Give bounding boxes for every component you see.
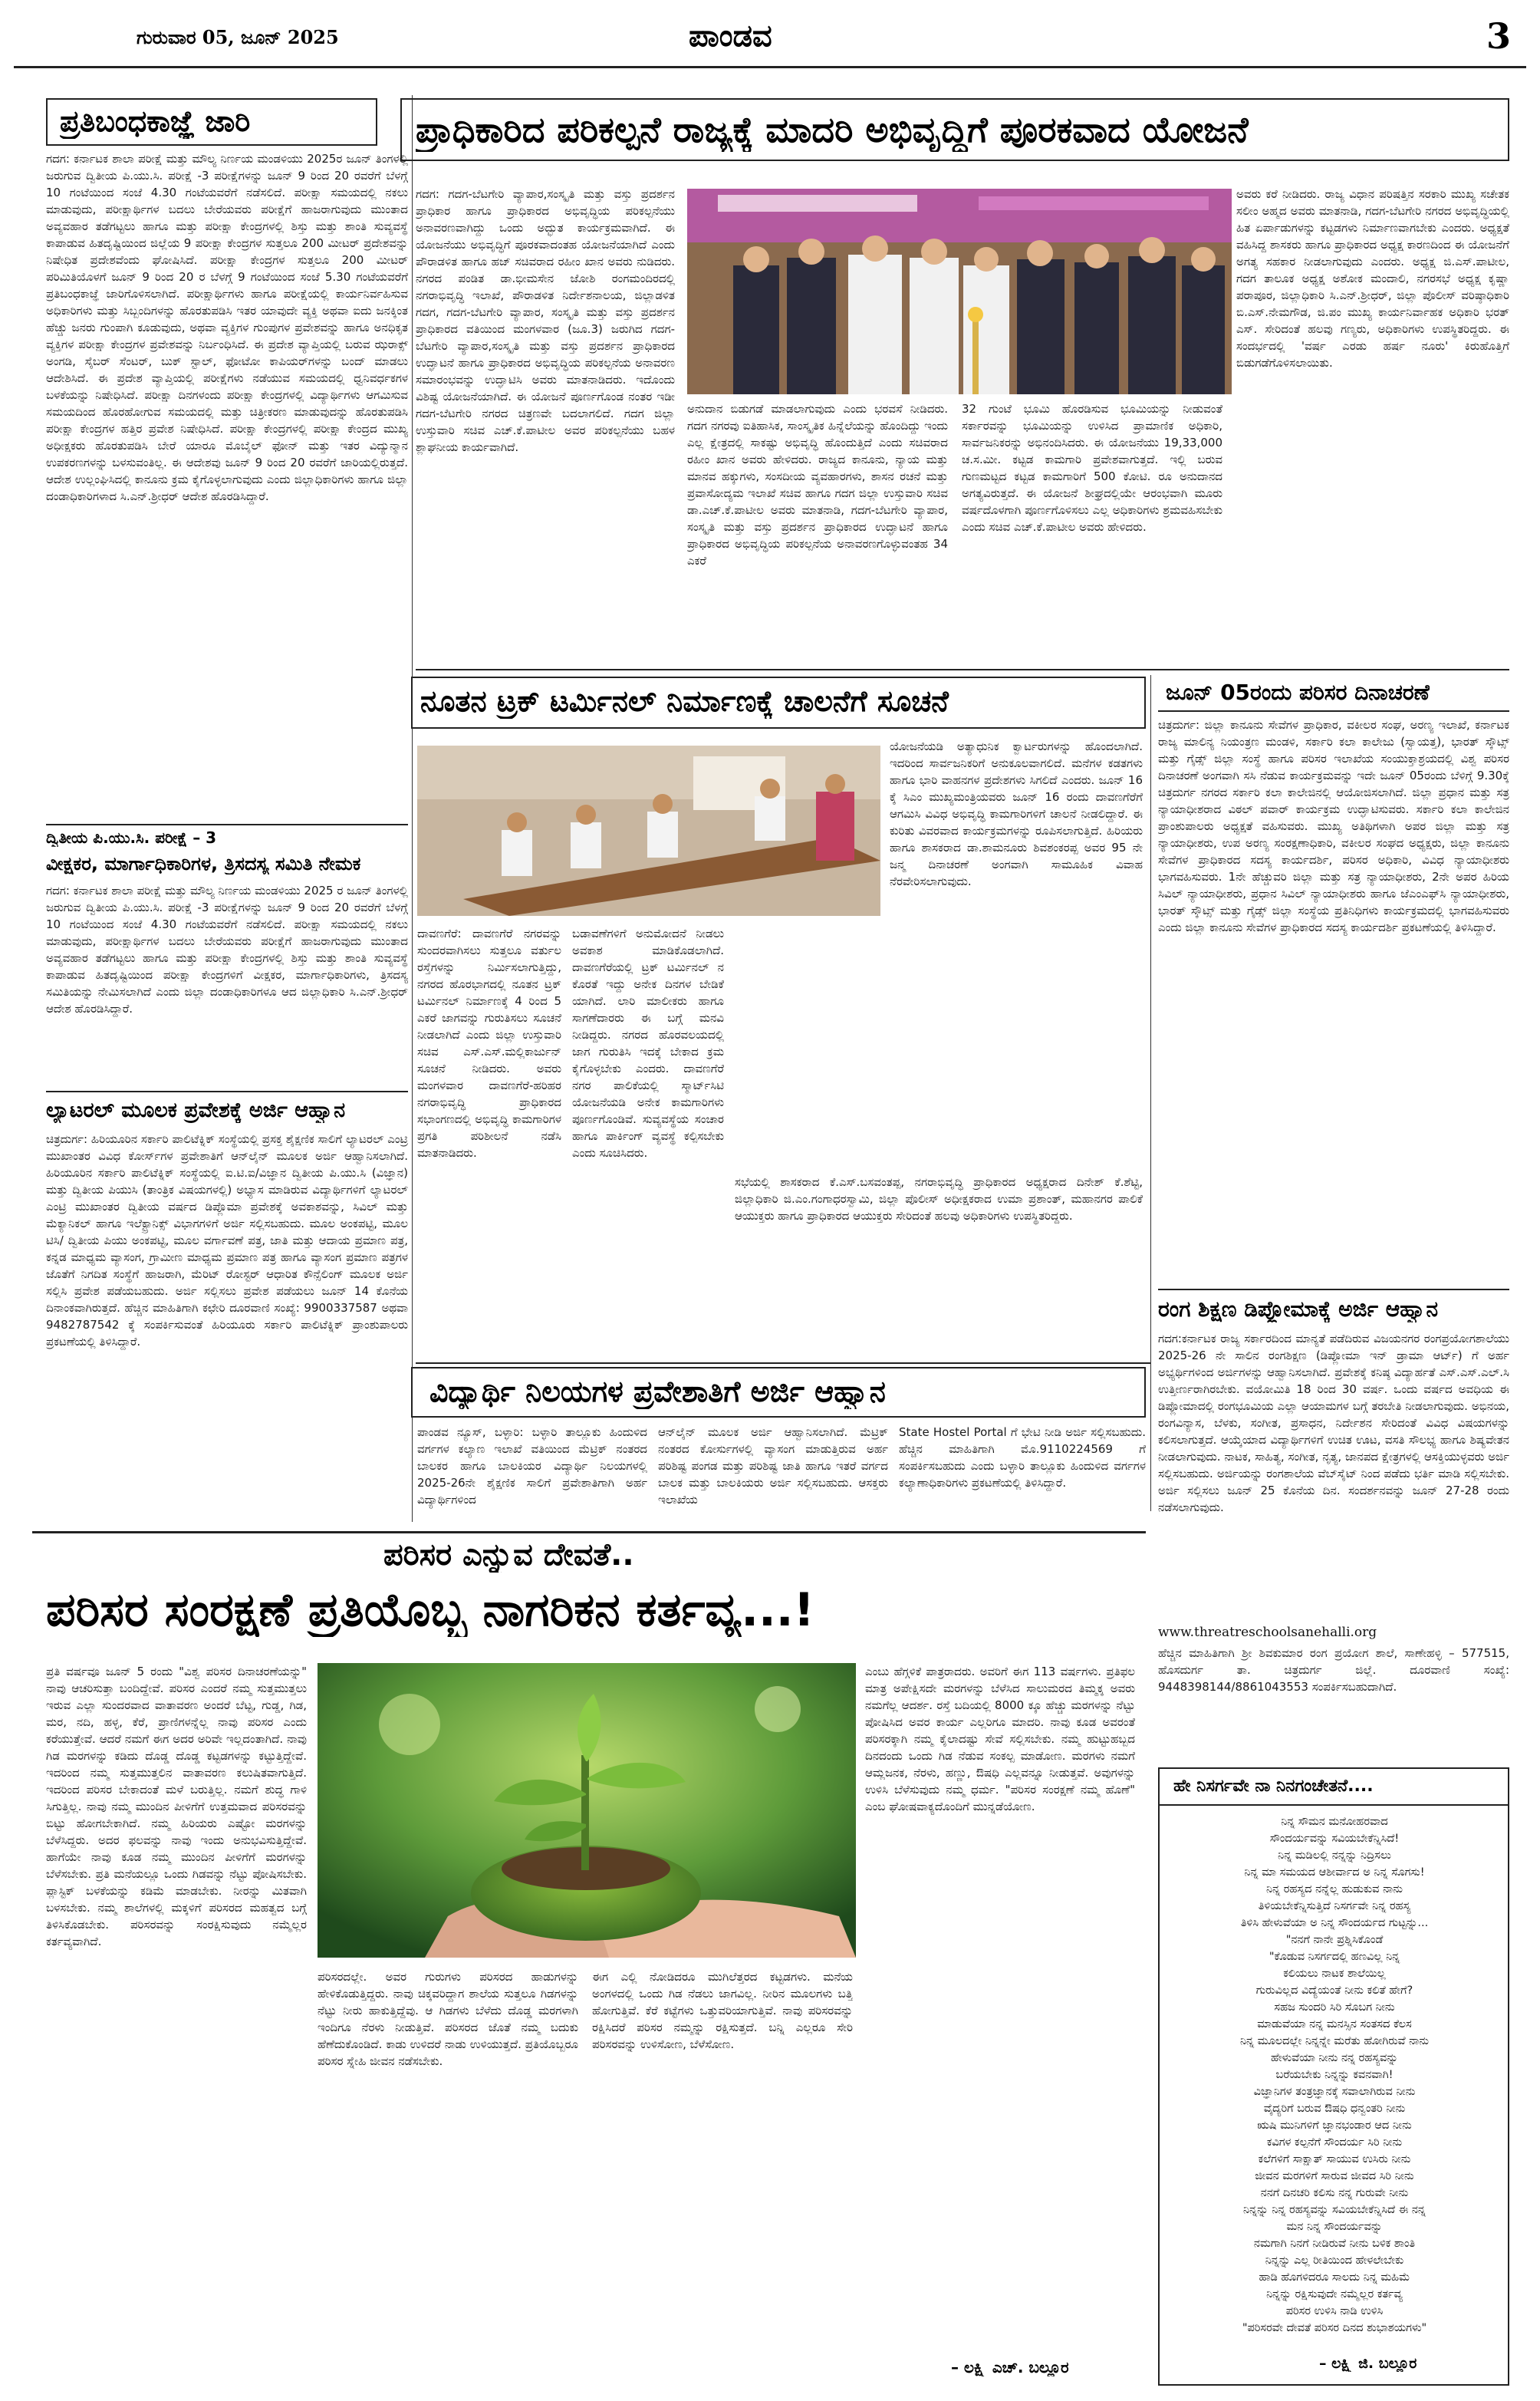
poem-line: ಕಲಿಯಲು ನಾಟಕ ಶಾಲೆಯಿಲ್ಲ: [1283, 1968, 1386, 1980]
poem-line: "ಪರಿಸರವೇ ದೇವತೆ ಪರಿಸರ ದಿನದ ಶುಭಾಶಯಗಳು": [1242, 2322, 1427, 2334]
story-hostel-col2: ಆನ್‌ಲೈನ್ ಮೂಲಕ ಅರ್ಜಿ ಆಹ್ವಾನಿಸಲಾಗಿದೆ. ಮೆಟ್ರಿಕ್ ನಂತರದ ಕೋರ್ಸುಗಳಲ್ಲಿ ವ್ಯಾಸಂಗ ಮಾಡುತ್ತಿರುವ ಅರ್ಹ ಪರಿಶಿಷ್ಟ ಪಂಗಡ ಮತ್ತು ಪರಿಶಿಷ್ಟ ಜಾತಿ ಹಾಗೂ ಇತರೆ ವರ್ಗದ ಬಾಲಕ ಮತ್ತು ಬಾಲಕಿಯರು ಅರ್ಜಿ ಸಲ್ಲಿಸಬಹುದು. ಆಸಕ್ತರು ಇಲಾಖೆಯ: [658, 1425, 888, 1507]
page-number: 3: [1486, 15, 1512, 57]
story-truck-title: ನೂತನ ಟ್ರಕ್ ಟರ್ಮಿನಲ್ ನಿರ್ಮಾಣಕ್ಕೆ ಚಾಲನೆಗೆ ಸೂಚನೆ: [420, 684, 949, 718]
poem-line: ಬರೆಯಬೇಕು ನಿನ್ನನ್ನು ಕವನವಾಗಿ!: [1275, 2069, 1394, 2081]
story-theatre-body2: ಹೆಚ್ಚಿನ ಮಾಹಿತಿಗಾಗಿ ಶ್ರೀ ಶಿವಕುಮಾರ ರಂಗ ಪ್ರಯೋಗ ಶಾಲೆ, ಸಾಣೇಹಳ್ಳಿ – 577515, ಹೊಸದುರ್ಗ ತಾ. ಚಿತ್ರದುರ್ಗ ಜಿಲ್ಲೆ. ದೂರವಾಣಿ ಸಂಖ್ಯೆ: 9448398144/8861043553 ಸಂಪರ್ಕಿಸಬಹುದಾಗಿದೆ.: [1158, 1646, 1509, 1694]
poem-line: ನಿನ್ನ ಮೂಲದಲ್ಲೇ ನಿನ್ನನ್ನೇ ಮರೆತು ಹೋಗಿರುವೆ ನಾನು: [1239, 2035, 1429, 2047]
story-authority-col2: ಅನುದಾನ ಬಿಡುಗಡೆ ಮಾಡಲಾಗುವುದು ಎಂದು ಭರವಸೆ ನೀಡಿದರು. ಗದಗ ನಗರವು ಐತಿಹಾಸಿಕ, ಸಾಂಸ್ಕೃತಿಕ ಹಿನ್ನೆಲೆಯನ್ನು ಹೊಂದಿದ್ದು ಇಂದು ಎಲ್ಲ ಕ್ಷೇತ್ರದಲ್ಲಿ ಸಾಕಷ್ಟು ಅಭಿವೃದ್ಧಿ ಹೊಂದುತ್ತಿದೆ ಎಂದು ಸಚಿವರಾದ ರಹೀಂ ಖಾನ ಅವರು ಹೇಳಿದರು. ರಾಜ್ಯದ ಕಾನೂನು, ನ್ಯಾಯ ಮತ್ತು ಮಾನವ ಹಕ್ಕುಗಳು, ಸಂಸದೀಯ ವ್ಯವಹಾರಗಳು, ಶಾಸನ ರಚನೆ ಮತ್ತು ಪ್ರವಾಸೋದ್ಯಮ ಇಲಾಖೆ ಸಚಿವ ಹಾಗೂ ಗದಗ ಜಿಲ್ಲಾ ಉಸ್ತುವಾರಿ ಸಚಿವ ಡಾ.ಎಚ್.ಕೆ.ಪಾಟೀಲ ಅವರು ಮಾತನಾಡಿ, ಗದಗ-ಬೆಟಗೇರಿ ವ್ಯಾಪಾರ, ಸಂಸ್ಕೃತಿ ಮತ್ತು ವಸ್ತು ಪ್ರದರ್ಶನ ಪ್ರಾಧಿಕಾರದ ಉದ್ಘಾಟನೆ ಹಾಗೂ ಪ್ರಾಧಿಕಾರದ ಅಭಿವೃದ್ಧಿಯ ಪರಿಕಲ್ಪನೆಯ ಅನಾವರಣಗೊಳ್ಳುವಂತಹ 34 ಎಕರೆ: [687, 402, 948, 568]
story-hostel-title: ವಿದ್ಯಾರ್ಥಿ ನಿಲಯಗಳ ಪ್ರವೇಶಾತಿಗೆ ಅರ್ಜಿ ಆಹ್ವಾನ: [429, 1375, 886, 1408]
poem-title: ಹೇ ನಿಸರ್ಗವೇ ನಾ ನಿನಗಂಚೇತನೆ....: [1173, 1777, 1374, 1796]
poem-line: ಸೌಂದರ್ಯವನ್ನು ಸವಿಯಬೇಕೆನ್ನಿಸಿದೆ!: [1269, 1833, 1400, 1845]
meeting-photo: [417, 746, 880, 916]
story-hostel-col3: State Hostel Portal ಗೆ ಭೇಟಿ ನೀಡಿ ಅರ್ಜಿ ಸಲ್ಲಿಸಬಹುದು. ಹೆಚ್ಚಿನ ಮಾಹಿತಿಗಾಗಿ ಮೊ.9110224569 ಗೆ ಸಂಪರ್ಕಿಸಬಹುದು ಎಂದು ಬಳ್ಳಾರಿ ತಾಲ್ಲೂಕು ಹಿಂದುಳಿದ ವರ್ಗಗಳ ಕಲ್ಯಾಣಾಧಿಕಾರಿಗಳು ಪ್ರಕಟಣೆಯಲ್ಲಿ ತಿಳಿಸಿದ್ದಾರೆ.: [899, 1425, 1146, 1490]
issue-date: ಗುರುವಾರ 05, ಜೂನ್ 2025: [137, 26, 339, 48]
poem-body: [1169, 1813, 1500, 2343]
seedling-photo: [318, 1663, 856, 1958]
story-env-title: ಪರಿಸರ ಸಂರಕ್ಷಣೆ ಪ್ರತಿಯೊಬ್ಬ ನಾಗರಿಕನ ಕರ್ತವ್ಯ...!: [46, 1583, 814, 1637]
story-env-mid1: ಪರಿಸರದಲ್ಲೇ. ಅವರ ಗುರುಗಳು ಪರಿಸರದ ಹಾಡುಗಳನ್ನು ಹೇಳಿಕೊಡುತ್ತಿದ್ದರು. ನಾವು ಚಿಕ್ಕವರಿದ್ದಾಗ ಶಾಲೆಯ ಸುತ್ತಲೂ ಗಿಡಗಳನ್ನು ನೆಟ್ಟು ನೀರು ಹಾಕುತ್ತಿದ್ದೆವು. ಆ ಗಿಡಗಳು ಬೆಳೆದು ದೊಡ್ಡ ಮರಗಳಾಗಿ ಇಂದಿಗೂ ನೆರಳು ನೀಡುತ್ತಿವೆ. ಪರಿಸರದ ಜೊತೆ ನಮ್ಮ ಬದುಕು ಹೆಣೆದುಕೊಂಡಿದೆ. ಕಾಡು ಉಳಿದರೆ ನಾಡು ಉಳಿಯುತ್ತದೆ. ಪ್ರತಿಯೊಬ್ಬರೂ ಪರಿಸರ ಸ್ನೇಹಿ ಜೀವನ ನಡೆಸಬೇಕು.: [318, 1970, 578, 2068]
story-observers-title: ವೀಕ್ಷಕರ, ಮಾರ್ಗಾಧಿಕಾರಿಗಳ, ತ್ರಿಸದಸ್ಯ ಸಮಿತಿ ನೇಮಕ: [46, 853, 361, 874]
rule-6: [416, 1362, 1150, 1364]
poem-line: ಗುರುವಿಲ್ಲದ ವಿದ್ಯೆಯಂತೆ ನೀನು ಕಲಿತೆ ಹೇಗೆ?: [1255, 1984, 1413, 1997]
story-lateral-body: ಚಿತ್ರದುರ್ಗ: ಹಿರಿಯೂರಿನ ಸರ್ಕಾರಿ ಪಾಲಿಟೆಕ್ನಿಕ್ ಸಂಸ್ಥೆಯಲ್ಲಿ ಪ್ರಸಕ್ತ ಶೈಕ್ಷಣಿಕ ಸಾಲಿಗೆ ಲ್ಯಾಟರಲ್ ಎಂಟ್ರಿ ಮುಖಾಂತರ ವಿವಿಧ ಕೋರ್ಸ್‌ಗಳ ಪ್ರವೇಶಾತಿಗೆ ಆನ್‌ಲೈನ್ ಮೂಲಕ ಅರ್ಜಿ ಆಹ್ವಾನಿಸಲಾಗಿದೆ. ಹಿರಿಯೂರಿನ ಸರ್ಕಾರಿ ಪಾಲಿಟೆಕ್ನಿಕ್ ಸಂಸ್ಥೆಯಲ್ಲಿ ಐ.ಟಿ.ಐ/ವಿಜ್ಞಾನ ದ್ವಿತೀಯ ಪಿ.ಯು.ಸಿ (ವಿಜ್ಞಾನ) ಮತ್ತು ದ್ವಿತೀಯ ಪಿಯುಸಿ (ತಾಂತ್ರಿಕ ವಿಷಯಗಳಲ್ಲಿ) ಅಭ್ಯಾಸ ಮಾಡಿರುವ ವಿದ್ಯಾರ್ಥಿಗಳಿಗೆ ಲ್ಯಾಟರಲ್ ಎಂಟ್ರಿ ಮುಖಾಂತರ ದ್ವಿತೀಯ ವರ್ಷದ ಡಿಪ್ಲೊಮಾ ಪ್ರವೇಶಕ್ಕೆ ಅವಕಾಶವನ್ನು, ಸಿವಿಲ್ ಮತ್ತು ಮೆಕ್ಯಾನಿಕಲ್ ಹಾಗೂ ಇಲೆಕ್ಟ್ರಾನಿಕ್ಸ್ ವಿಭಾಗಗಳಿಗೆ ಅರ್ಜಿ ಸಲ್ಲಿಸಬಹುದು. ಮೂಲ ಅಂಕಪಟ್ಟಿ, ಮೂಲ ಟಿಸಿ/ ದ್ವಿತೀಯ ಪಿಯು ಅಂಕಪಟ್ಟಿ, ಮೂಲ ವರ್ಗಾವಣೆ ಪತ್ರ, ಜಾತಿ ಮತ್ತು ಆದಾಯ ಪ್ರಮಾಣ ಪತ್ರ, ಕನ್ನಡ ಮಾಧ್ಯಮ ವ್ಯಾಸಂಗ, ಗ್ರಾಮೀಣ ಮಾಧ್ಯಮ ಪ್ರಮಾಣ ಪತ್ರ ಹಾಗೂ ವ್ಯಾಸಂಗ ಪ್ರಮಾಣ ಪತ್ರಗಳ ಜೊತೆಗೆ ನಿಗದಿತ ಸಂಸ್ಥೆಗೆ ಹಾಜರಾಗಿ, ಮೆರಿಟ್ ರೋಸ್ಟರ್ ಆಧಾರಿತ ಕೌನ್ಸೆಲಿಂಗ್ ಮೂಲಕ ಅರ್ಜಿ ಸಲ್ಲಿಸಿ ಪ್ರವೇಶ ಪಡೆಯಬಹುದು. ಅರ್ಜಿ ಸಲ್ಲಿಸಲು ಪ್ರವೇಶ ಪಡೆಯಲು ಜೂನ್ 14 ಕೊನೆಯ ದಿನಾಂಕವಾಗಿರುತ್ತದೆ. ಹೆಚ್ಚಿನ ಮಾಹಿತಿಗಾಗಿ ಕಛೇರಿ ದೂರವಾಣಿ ಸಂಖ್ಯೆ: 9900337587 ಅಥವಾ 9482787542 ಕ್ಕೆ ಸಂಪರ್ಕಿಸುವಂತೆ ಹಿರಿಯೂರು ಸರ್ಕಾರಿ ಪಾಲಿಟೆಕ್ನಿಕ್ ಪ್ರಾಂಶುಪಾಲರು ಪ್ರಕಟಣೆಯಲ್ಲಿ ತಿಳಿಸಿದ್ದಾರೆ.: [46, 1132, 408, 1349]
poem-line: ನಿನ್ನನ್ನು ರಕ್ಷಿಸುವುದೇ ನಮ್ಮೆಲ್ಲರ ಕರ್ತವ್ಯ: [1266, 2288, 1403, 2301]
story-truck-col1: ದಾವಣಗೆರೆ: ದಾವಣಗೆರೆ ನಗರವನ್ನು ಸುಂದರವಾಗಿಸಲು ಸುತ್ತಲೂ ವರ್ತುಲ ರಸ್ತೆಗಳನ್ನು ನಿರ್ಮಿಸಲಾಗುತ್ತಿದ್ದು, ನಗರದ ಹೊರಭಾಗದಲ್ಲಿ ನೂತನ ಟ್ರಕ್ ಟರ್ಮಿನಲ್ ನಿರ್ಮಾಣಕ್ಕೆ 4 ರಿಂದ 5 ಎಕರೆ ಜಾಗವನ್ನು ಗುರುತಿಸಲು ಸೂಚನೆ ನೀಡಲಾಗಿದೆ ಎಂದು ಜಿಲ್ಲಾ ಉಸ್ತುವಾರಿ ಸಚಿವ ಎಸ್.ಎಸ್.ಮಲ್ಲಿಕಾರ್ಜುನ್ ಸೂಚನೆ ನೀಡಿದರು. ಅವರು ಮಂಗಳವಾರ ದಾವಣಗೆರೆ-ಹರಿಹರ ನಗರಾಭಿವೃದ್ಧಿ ಪ್ರಾಧಿಕಾರದ ಸಭಾಂಗಣದಲ್ಲಿ ಅಭಿವೃದ್ಧಿ ಕಾಮಗಾರಿಗಳ ಪ್ರಗತಿ ಪರಿಶೀಲನೆ ನಡೆಸಿ ಮಾತನಾಡಿದರು.: [417, 927, 561, 1160]
story-env-byline: – ಲಕ್ಷ್ಮಿ ಎಚ್. ಬಲ್ಲೂರ: [951, 2358, 1069, 2376]
poem-rule: [1158, 1804, 1509, 1806]
story-env-mid2: ಈಗ ಎಲ್ಲಿ ನೋಡಿದರೂ ಮುಗಿಲೆತ್ತರದ ಕಟ್ಟಡಗಳು. ಮನೆಯ ಅಂಗಳದಲ್ಲಿ ಒಂದು ಗಿಡ ನೆಡಲು ಜಾಗವಿಲ್ಲ. ನೀರಿನ ಮೂಲಗಳು ಬತ್ತಿ ಹೋಗುತ್ತಿವೆ. ಕೆರೆ ಕಟ್ಟೆಗಳು ಒತ್ತುವರಿಯಾಗುತ್ತಿವೆ. ನಾವು ಪರಿಸರವನ್ನು ರಕ್ಷಿಸಿದರೆ ಪರಿಸರ ನಮ್ಮನ್ನು ರಕ್ಷಿಸುತ್ತದೆ. ಬನ್ನಿ ಎಲ್ಲರೂ ಸೇರಿ ಪರಿಸರವನ್ನು ಉಳಿಸೋಣ, ಬೆಳೆಸೋಣ.: [592, 1970, 853, 2051]
poem-line: ತಿಳಿಸಿ ಹೇಳುವೆಯಾ ಅ ನಿನ್ನ ಸೌಂದರ್ಯದ ಗುಟ್ಟನ್ನು...: [1240, 1917, 1429, 1929]
story-observers-body: ಗದಗ: ಕರ್ನಾಟಕ ಶಾಲಾ ಪರೀಕ್ಷೆ ಮತ್ತು ಮೌಲ್ಯ ನಿರ್ಣಯ ಮಂಡಳಿಯು 2025 ರ ಜೂನ್ ತಿಂಗಳಲ್ಲಿ ಜರುಗುವ ದ್ವಿತೀಯ ಪಿ.ಯು.ಸಿ. ಪರೀಕ್ಷೆ -3 ಪರೀಕ್ಷೆಗಳನ್ನು ಜೂನ್ 9 ರಿಂದ 20 ರವರೆಗೆ ಬೆಳಗ್ಗೆ 10 ಗಂಟೆಯಿಂದ ಸಂಜೆ 4.30 ಗಂಟೆಯವರೆಗೆ ನಡೆಸಲಿದೆ. ಪರೀಕ್ಷಾ ಸಮಯದಲ್ಲಿ ನಕಲು ಮಾಡುವುದು, ಪರೀಕ್ಷಾರ್ಥಿಗಳ ಬದಲು ಬೇರೆಯವರು ಪರೀಕ್ಷೆಗೆ ಹಾಜರಾಗುವುದು ಮುಂತಾದ ಅವ್ಯವಹಾರ ತಡೆಗಟ್ಟಲು ಹಾಗೂ ಮತ್ತು ಪರೀಕ್ಷಾ ಕೇಂದ್ರಗಳಲ್ಲಿ ಶಿಸ್ತು ಮತ್ತು ಶಾಂತಿ ಸುವ್ಯವಸ್ಥೆ ಕಾಪಾಡುವ ಹಿತದೃಷ್ಟಿಯಿಂದ ಪರೀಕ್ಷಾ ಕೇಂದ್ರಗಳಿಗೆ ವೀಕ್ಷಕರ, ಮಾರ್ಗಾಧಿಕಾರಿಗಳು, ತ್ರಿಸದಸ್ಯ ಸಮಿತಿಯನ್ನು ನೇಮಿಸಲಾಗಿದೆ ಎಂದು ಜಿಲ್ಲಾ ದಂಡಾಧಿಕಾರಿಗಳೂ ಆದ ಜಿಲ್ಲಾಧಿಕಾರಿ ಸಿ.ಎನ್.ಶ್ರೀಧರ್ ಆದೇಶ ಹೊರಡಿಸಿದ್ದಾರೆ.: [46, 884, 408, 1016]
story-truck-col2: ಬಡಾವಣೆಗಳಿಗೆ ಅನುಮೋದನೆ ನೀಡಲು ಅವಕಾಶ ಮಾಡಿಕೊಡಲಾಗಿದೆ. ದಾವಣಗೆರೆಯಲ್ಲಿ ಟ್ರಕ್ ಟರ್ಮಿನಲ್ ನ ಕೊರತೆ ಇದ್ದು ಅನೇಕ ದಿನಗಳ ಬೇಡಿಕೆ ಯಾಗಿದೆ. ಲಾರಿ ಮಾಲೀಕರು ಹಾಗೂ ಸಾಗಣೆದಾರರು ಈ ಬಗ್ಗೆ ಮನವಿ ನೀಡಿದ್ದರು. ನಗರದ ಹೊರವಲಯದಲ್ಲಿ ಜಾಗ ಗುರುತಿಸಿ ಇದಕ್ಕೆ ಬೇಕಾದ ಕ್ರಮ ಕೈಗೊಳ್ಳಬೇಕು ಎಂದರು. ದಾವಣಗೆರೆ ನಗರ ಪಾಲಿಕೆಯಲ್ಲಿ ಸ್ಮಾರ್ಟ್‌ಸಿಟಿ ಯೋಜನೆಯಡಿ ಅನೇಕ ಕಾಮಗಾರಿಗಳು ಪೂರ್ಣಗೊಂಡಿವೆ. ಸುವ್ಯವಸ್ಥೆಯ ಸಂಚಾರ ಹಾಗೂ ಪಾರ್ಕಿಂಗ್ ವ್ಯವಸ್ಥೆ ಕಲ್ಪಿಸಬೇಕು ಎಂದು ಸೂಚಿಸಿದರು.: [572, 927, 724, 1160]
story-theatre-title: ರಂಗ ಶಿಕ್ಷಣ ಡಿಪ್ಲೋಮಾಕ್ಕೆ ಅರ್ಜಿ ಆಹ್ವಾನ: [1158, 1296, 1439, 1322]
poem-line: ನನಗೆ ದಿನಚರಿ ಕಲಿಸು ನನ್ನ ಗುರುವೇ ನೀನು: [1260, 2187, 1409, 2199]
poem-line: ಜೀವನ ಮರಗಳಿಗೆ ಸಾರುವ ಜೀವದ ಸಿರಿ ನೀನು: [1255, 2170, 1414, 2182]
inauguration-photo: [687, 189, 1232, 394]
rule-3: [416, 669, 1509, 670]
story-theatre-body: ಗದಗ:ಕರ್ನಾಟಕ ರಾಜ್ಯ ಸರ್ಕಾರದಿಂದ ಮಾನ್ಯತೆ ಪಡೆದಿರುವ ವಿಜಯನಗರ ರಂಗಪ್ರಯೋಗಶಾಲೆಯು 2025-26 ನೇ ಸಾಲಿನ ರಂಗಶಿಕ್ಷಣ (ಡಿಪ್ಲೋಮಾ ಇನ್ ಡ್ರಾಮಾ ಆರ್ಟ್) ಗೆ ಅರ್ಹ ಅಭ್ಯರ್ಥಿಗಳಿಂದ ಅರ್ಜಿಗಳನ್ನು ಆಹ್ವಾನಿಸಲಾಗಿದೆ. ಪ್ರವೇಶಕ್ಕೆ ಕನಿಷ್ಠ ವಿದ್ಯಾರ್ಹತೆ ಎಸ್.ಎಸ್.ಎಲ್.ಸಿ ಉತ್ತೀರ್ಣರಾಗಿರಬೇಕು. ವಯೋಮಿತಿ 18 ರಿಂದ 30 ವರ್ಷ. ಒಂದು ವರ್ಷದ ಅವಧಿಯ ಈ ಡಿಪ್ಲೋಮಾದಲ್ಲಿ ರಂಗಭೂಮಿಯ ಎಲ್ಲಾ ಆಯಾಮಗಳ ಬಗ್ಗೆ ತರಬೇತಿ ನೀಡಲಾಗುವುದು. ಅಭಿನಯ, ರಂಗವಿನ್ಯಾಸ, ಬೆಳಕು, ಸಂಗೀತ, ಪ್ರಸಾಧನ, ನಿರ್ದೇಶನ ಸೇರಿದಂತೆ ವಿವಿಧ ವಿಷಯಗಳನ್ನು ಕಲಿಸಲಾಗುತ್ತದೆ. ಆಯ್ಕೆಯಾದ ವಿದ್ಯಾರ್ಥಿಗಳಿಗೆ ಉಚಿತ ಊಟ, ವಸತಿ ಸೌಲಭ್ಯ ಹಾಗೂ ಶಿಷ್ಯವೇತನ ನೀಡಲಾಗುವುದು. ನಾಟಕ, ಸಾಹಿತ್ಯ, ಸಂಗೀತ, ನೃತ್ಯ, ಜಾನಪದ ಕ್ಷೇತ್ರಗಳಲ್ಲಿ ಆಸಕ್ತಿಯುಳ್ಳವರು ಅರ್ಜಿ ಸಲ್ಲಿಸಬಹುದು. ಅರ್ಜಿಯನ್ನು ರಂಗಶಾಲೆಯ ವೆಬ್‌ಸೈಟ್ ನಿಂದ ಪಡೆದು ಭರ್ತಿ ಮಾಡಿ ಸಲ್ಲಿಸಬೇಕು. ಅರ್ಜಿ ಸಲ್ಲಿಸಲು ಜೂನ್ 25 ಕೊನೆಯ ದಿನ. ಸಂದರ್ಶನವನ್ನು ಜೂನ್ 27-28 ರಂದು ನಡೆಸಲಾಗುವುದು.: [1158, 1332, 1509, 1514]
paper-name: ಪಾಂಡವ: [689, 18, 772, 54]
story-authority-title: ಪ್ರಾಧಿಕಾರಿದ ಪರಿಕಲ್ಪನೆ ರಾಜ್ಯಕ್ಕೆ ಮಾದರಿ ಅಭಿವೃದ್ಧಿಗೆ ಪೂರಕವಾದ ಯೋಜನೆ: [416, 109, 1249, 150]
poem-line: ಹಾಡಿ ಹೊಗಳಿದರೂ ಸಾಲದು ನಿನ್ನ ಮಹಿಮೆ: [1259, 2271, 1410, 2284]
story-lateral-title: ಲ್ಯಾಟರಲ್ ಮೂಲಕ ಪ್ರವೇಶಕ್ಕೆ ಅರ್ಜಿ ಆಹ್ವಾನ: [46, 1098, 346, 1122]
theatre-website: www.threatreschoolsanehalli.org: [1158, 1625, 1377, 1640]
story-envday-title: ಜೂನ್ 05ರಂದು ಪರಿಸರ ದಿನಾಚರಣೆ: [1166, 680, 1430, 705]
meeting-photo-art: [417, 746, 880, 916]
poem-line: ವೈದ್ಯರಿಗೆ ಬರುವ ಔಷಧಿ ಧನ್ವಂತರಿ ನೀನು: [1263, 2103, 1406, 2115]
inauguration-photo-art: [687, 189, 1232, 394]
poem-line: ಮಾಡುವೆಯಾ ನನ್ನ ಮನಸ್ಸಿನ ಸಂತಸದ ಕೆಲಸ: [1257, 2018, 1412, 2030]
poem-line: ಮನ ನಿನ್ನ ಸೌಂದರ್ಯವನ್ನು: [1286, 2221, 1383, 2233]
story-hostel-col1: ಪಾಂಡವ ನ್ಯೂಸ್, ಬಳ್ಳಾರಿ: ಬಳ್ಳಾರಿ ತಾಲ್ಲೂಕು ಹಿಂದುಳಿದ ವರ್ಗಗಳ ಕಲ್ಯಾಣ ಇಲಾಖೆ ವತಿಯಿಂದ ಮೆಟ್ರಿಕ್ ನಂತರದ ಬಾಲಕರ ಹಾಗೂ ಬಾಲಕಿಯರ ವಿದ್ಯಾರ್ಥಿ ನಿಲಯಗಳಲ್ಲಿ 2025-26ನೇ ಶೈಕ್ಷಣಿಕ ಸಾಲಿಗೆ ಪ್ರವೇಶಾತಿಗಾಗಿ ಅರ್ಹ ವಿದ್ಯಾರ್ಥಿಗಳಿಂದ: [417, 1425, 647, 1507]
story-prohibition-body: ಗದಗ: ಕರ್ನಾಟಕ ಶಾಲಾ ಪರೀಕ್ಷೆ ಮತ್ತು ಮೌಲ್ಯ ನಿರ್ಣಯ ಮಂಡಳಿಯು 2025ರ ಜೂನ್ ತಿಂಗಳಲ್ಲಿ ಜರುಗುವ ದ್ವಿತೀಯ ಪಿ.ಯು.ಸಿ. ಪರೀಕ್ಷೆ -3 ಪರೀಕ್ಷೆಗಳನ್ನು ಜೂನ್ 9 ರಿಂದ 20 ರವರೆಗೆ ಬೆಳಗ್ಗೆ 10 ಗಂಟೆಯಿಂದ ಸಂಜೆ 4.30 ಗಂಟೆಯವರೆಗೆ ನಡೆಸಲಿದೆ. ಪರೀಕ್ಷಾ ಸಮಯದಲ್ಲಿ ನಕಲು ಮಾಡುವುದು, ಪರೀಕ್ಷಾರ್ಥಿಗಳ ಬದಲು ಬೇರೆಯವರು ಪರೀಕ್ಷೆಗೆ ಹಾಜರಾಗುವುದು ಮುಂತಾದ ಅವ್ಯವಹಾರ ತಡೆಗಟ್ಟಲು ಹಾಗೂ ಮತ್ತು ಪರೀಕ್ಷಾ ಕೇಂದ್ರಗಳಲ್ಲಿ ಶಿಸ್ತು ಮತ್ತು ಶಾಂತಿ ಸುವ್ಯವಸ್ಥೆ ಕಾಪಾಡುವ ಹಿತದೃಷ್ಟಿಯಿಂದ ಜಿಲ್ಲೆಯ 9 ಪರೀಕ್ಷಾ ಕೇಂದ್ರಗಳ ಸುತ್ತಲೂ 200 ಮೀಟರ್ ಪ್ರದೇಶವನ್ನು ನಿಷೇಧಿತ ಪ್ರದೇಶವೆಂದು ಘೋಷಿಸಿದೆ. ಪರೀಕ್ಷಾ ಕೇಂದ್ರಗಳ ಸುತ್ತಲೂ 200 ಮೀಟರ್ ಪರಿಮಿತಿಯೊಳಗೆ ಜೂನ್ 9 ರಿಂದ 20 ರ ಬೆಳಗ್ಗೆ 9 ಗಂಟೆಯಿಂದ ಸಂಜೆ 5.30 ಗಂಟೆಯವರೆಗೆ ಪ್ರತಿಬಂಧಕಾಜ್ಞೆ ಜಾರಿಗೊಳಿಸಲಾಗಿದೆ. ಪರೀಕ್ಷಾರ್ಥಿಗಳು ಹಾಗೂ ಪರೀಕ್ಷೆಯಲ್ಲಿ ಕಾರ್ಯನಿರ್ವಹಿಸುವ ಅಧಿಕಾರಿಗಳು ಮತ್ತು ಸಿಬ್ಬಂದಿಗಳನ್ನು ಹೊರತುಪಡಿಸಿ ಇತರ ಯಾವುದೇ ವ್ಯಕ್ತಿ ಅಥವಾ ಐದು ಜನಕ್ಕಿಂತ ಹೆಚ್ಚು ಜನರು ಗುಂಪಾಗಿ ಕೂಡುವುದು, ಅಥವಾ ವ್ಯಕ್ತಿಗಳ ಗುಂಪುಗಳ ಪ್ರವೇಶವನ್ನು ಹಾಗೂ ಅನಧಿಕೃತ ವ್ಯಕ್ತಿಗಳ ಪರೀಕ್ಷಾ ಕೇಂದ್ರಗಳ ಪ್ರವೇಶವನ್ನು ನಿರ್ಬಂಧಿಸಿದೆ. ಈ ಪ್ರದೇಶ ವ್ಯಾಪ್ತಿಯಲ್ಲಿ ಬರುವ ಝರಾಕ್ಸ್ ಅಂಗಡಿ, ಸೈಬರ್ ಸೆಂಟರ್, ಬುಕ್ ಸ್ಟಾಲ್, ಫೋಟೋ ಕಾಪಿಯರ್‌ಗಳನ್ನು ಬಂದ್ ಮಾಡಲು ಆದೇಶಿಸಿದೆ. ಈ ಪ್ರದೇಶ ವ್ಯಾಪ್ತಿಯಲ್ಲಿ ಪರೀಕ್ಷೆಗಳು ನಡೆಯುವ ಸಮಯದಲ್ಲಿ ಧ್ವನಿವರ್ಧಕಗಳ ಬಳಕೆಯನ್ನು ನಿಷೇಧಿಸಿದೆ. ಪರೀಕ್ಷಾ ದಿನಗಳಂದು ಪರೀಕ್ಷಾ ಕೇಂದ್ರಗಳಲ್ಲಿ ವಿದ್ಯಾರ್ಥಿಗಳು ಆಗಮಿಸುವ ಸಮಯದಿಂದ ಹೊರಹೋಗುವ ಸಮಯದಲ್ಲಿ ಮತ್ತು ಚಿತ್ರೀಕರಣ ಮಾಡುವುದನ್ನು ಹೊರತುಪಡಿಸಿ ಪರೀಕ್ಷಾ ಕೇಂದ್ರಗಳ ಹತ್ತಿರ ಪ್ರವೇಶ ನಿಷೇಧಿಸಿದೆ. ಪರೀಕ್ಷಾ ಕೇಂದ್ರಗಳಲ್ಲಿ ಪರೀಕ್ಷಾ ಕೇಂದ್ರದ ಮುಖ್ಯ ಅಧೀಕ್ಷಕರು ಹೊರತುಪಡಿಸಿ ಬೇರೆ ಯಾರೂ ಮೊಬೈಲ್ ಫೋನ್ ಮತ್ತು ಇತರ ವಿದ್ಯುನ್ಮಾನ ಉಪಕರಣಗಳನ್ನು ಬಳಸುವಂತಿಲ್ಲ. ಈ ಆದೇಶವು ಜೂನ್ 9 ರಿಂದ 20 ರವರೆಗೆ ಜಾರಿಯಲ್ಲಿರುತ್ತದೆ. ಆದೇಶ ಉಲ್ಲಂಘಿಸಿದಲ್ಲಿ ಕಾನೂನು ಕ್ರಮ ಕೈಗೊಳ್ಳಲಾಗುವುದು ಎಂದು ಜಿಲ್ಲಾಧಿಕಾರಿಗಳು ಹಾಗೂ ಜಿಲ್ಲಾ ದಂಡಾಧಿಕಾರಿಗಳಾದ ಸಿ.ಎನ್.ಶ್ರೀಧರ್ ಆದೇಶ ಹೊರಡಿಸಿದ್ದಾರೆ.: [46, 152, 408, 503]
poem-line: "ಕೊಡುವ ನಿಸರ್ಗದಲ್ಲಿ ಹಣವಿಲ್ಲ ನಿನ್ನ: [1269, 1951, 1400, 1963]
story-truck-right: ಯೋಜನೆಯಡಿ ಅತ್ಯಾಧುನಿಕ ಕ್ವಾರ್ಟರುಗಳನ್ನು ಹೊಂದಲಾಗಿದೆ. ಇದರಿಂದ ಸಾರ್ವಜನಿಕರಿಗೆ ಅನುಕೂಲವಾಗಲಿದೆ. ಮನೆಗಳ ಕಡತಗಳು ಹಾಗೂ ಭಾರಿ ವಾಹನಗಳ ಪ್ರದೇಶಗಳು ಸಿಗಲಿದೆ ಎಂದರು. ಜೂನ್ 16 ಕ್ಕೆ ಸಿಎಂ ಮುಖ್ಯಮಂತ್ರಿಯವರು ಜೂನ್ 16 ರಂದು ದಾವಣಗೆರೆಗೆ ಆಗಮಿಸಿ ವಿವಿಧ ಅಭಿವೃದ್ಧಿ ಕಾಮಗಾರಿಗಳಿಗೆ ಚಾಲನೆ ನೀಡಲಿದ್ದಾರೆ. ಈ ಕುರಿತು ವಿವರವಾದ ಕಾರ್ಯಕ್ರಮಗಳನ್ನು ರೂಪಿಸಲಾಗುತ್ತಿದೆ. ಹಿರಿಯರು ಹಾಗೂ ಶಾಸಕರಾದ ಡಾ.ಶಾಮನೂರು ಶಿವಶಂಕರಪ್ಪ ಅವರ 95 ನೇ ಜನ್ಮ ದಿನಾಚರಣೆ ಅಂಗವಾಗಿ ಸಾಮೂಹಿಕ ವಿವಾಹ ನೆರವೇರಿಸಲಾಗುವುದು.: [890, 739, 1143, 888]
story-prohibition-title: ಪ್ರತಿಬಂಧಕಾಜ್ಞೆ ಜಾರಿ: [60, 104, 251, 138]
story-authority-col4: ಅವರು ಕರೆ ನೀಡಿದರು. ರಾಜ್ಯ ವಿಧಾನ ಪರಿಷತ್ತಿನ ಸರಕಾರಿ ಮುಖ್ಯ ಸಚೇತಕ ಸಲೀಂ ಅಹ್ಮದ ಅವರು ಮಾತನಾಡಿ, ಗದಗ-ಬೆಟಗೇರಿ ನಗರದ ಅಭಿವೃದ್ಧಿಯಲ್ಲಿ ಹಿತ ಏರ್ಪಾಡುಗಳನ್ನು ಕಟ್ಟಡಗಳು ನಿರ್ಮಾಣವಾಗಬೇಕು ಎಂದರು. ಅಧ್ಯಕ್ಷತೆ ವಹಿಸಿದ್ದ ಶಾಸಕರು ಹಾಗೂ ಪ್ರಾಧಿಕಾರದ ಅಧ್ಯಕ್ಷ ಕಾರಣದಿಂದ ಈ ಯೋಜನೆಗೆ ಅಗತ್ಯ ಸಹಕಾರ ನೀಡಲಾಗುವುದು ಎಂದರು. ಅಧ್ಯಕ್ಷ ಜಿ.ಎಸ್.ಪಾಟೀಲ, ಗದಗ ತಾಲೂಕ ಅಧ್ಯಕ್ಷ ಅಶೋಕ ಮಂದಾಲಿ, ನಗರಸಭೆ ಅಧ್ಯಕ್ಷ ಕೃಷ್ಣಾ ಪರಾಪೂರ, ಜಿಲ್ಲಾಧಿಕಾರಿ ಸಿ.ಎನ್.ಶ್ರೀಧರ್, ಜಿಲ್ಲಾ ಪೊಲೀಸ್ ವರಿಷ್ಠಾಧಿಕಾರಿ ಬಿ.ಎಸ್.ನೇಮಗೌಡ, ಜಿ.ಪಂ ಮುಖ್ಯ ಕಾರ್ಯನಿರ್ವಾಹಕ ಅಧಿಕಾರಿ ಭರತ್ ಎಸ್. ಸೇರಿದಂತೆ ಹಲವು ಗಣ್ಯರು, ಅಧಿಕಾರಿಗಳು ಉಪಸ್ಥಿತರಿದ್ದರು. ಈ ಸಂದರ್ಭದಲ್ಲಿ 'ವರ್ಷ ಎರಡು ಹರ್ಷ ನೂರು' ಕಿರುಹೊತ್ತಿಗೆ ಬಿಡುಗಡೆಗೊಳಿಸಲಾಯಿತು.: [1236, 187, 1509, 370]
story-envday-body: ಚಿತ್ರದುರ್ಗ: ಜಿಲ್ಲಾ ಕಾನೂನು ಸೇವೆಗಳ ಪ್ರಾಧಿಕಾರ, ವಕೀಲರ ಸಂಘ, ಅರಣ್ಯ ಇಲಾಖೆ, ಕರ್ನಾಟಕ ರಾಜ್ಯ ಮಾಲಿನ್ಯ ನಿಯಂತ್ರಣ ಮಂಡಳಿ, ಸರ್ಕಾರಿ ಕಲಾ ಕಾಲೇಜು (ಸ್ವಾಯತ್ತ), ಭಾರತ್ ಸ್ಕೌಟ್ಸ್ ಮತ್ತು ಗೈಡ್ಸ್ ಜಿಲ್ಲಾ ಸಂಸ್ಥೆ ಹಾಗೂ ಪರಿಸರ ಇಲಾಖೆಯ ಸಂಯುಕ್ತಾಶ್ರಯದಲ್ಲಿ ವಿಶ್ವ ಪರಿಸರ ದಿನಾಚರಣೆ ಅಂಗವಾಗಿ ಸಸಿ ನೆಡುವ ಕಾರ್ಯಕ್ರಮವನ್ನು ಇದೇ ಜೂನ್ 05ರಂದು ಬೆಳಿಗ್ಗೆ 9.30ಕ್ಕೆ ಚಿತ್ರದುರ್ಗ ನಗರದ ಸರ್ಕಾರಿ ಕಲಾ ಕಾಲೇಜಿನಲ್ಲಿ ಆಯೋಜಿಸಲಾಗಿದೆ. ಜಿಲ್ಲಾ ಪ್ರಧಾನ ಮತ್ತು ಸತ್ರ ನ್ಯಾಯಾಧೀಶರಾದ ವಿಠಲ್ ಪವಾರ್ ಕಾರ್ಯಕ್ರಮ ಉದ್ಘಾಟಿಸುವರು. ಸರ್ಕಾರಿ ಕಲಾ ಕಾಲೇಜಿನ ಪ್ರಾಂಶುಪಾಲರು ಅಧ್ಯಕ್ಷತೆ ವಹಿಸುವರು. ಮುಖ್ಯ ಅತಿಥಿಗಳಾಗಿ ಅಪರ ಜಿಲ್ಲಾ ಮತ್ತು ಸತ್ರ ನ್ಯಾಯಾಧೀಶರು, ಉಪ ಅರಣ್ಯ ಸಂರಕ್ಷಣಾಧಿಕಾರಿ, ವಕೀಲರ ಸಂಘದ ಅಧ್ಯಕ್ಷರು, ಜಿಲ್ಲಾ ಕಾನೂನು ಸೇವೆಗಳ ಪ್ರಾಧಿಕಾರದ ಸದಸ್ಯ ಕಾರ್ಯದರ್ಶಿ, ಪರಿಸರ ಅಧಿಕಾರಿ, ವಿವಿಧ ನ್ಯಾಯಾಧೀಶರು ಭಾಗವಹಿಸುವರು. 1ನೇ ಹೆಚ್ಚುವರಿ ಜಿಲ್ಲಾ ಮತ್ತು ಸತ್ರ ನ್ಯಾಯಾಧೀಶರು, 2ನೇ ಅಪರ ಹಿರಿಯ ಸಿವಿಲ್ ನ್ಯಾಯಾಧೀಶರು, ಪ್ರಧಾನ ಸಿವಿಲ್ ನ್ಯಾಯಾಧೀಶರು ಹಾಗೂ ಜೆಎಂಎಫ್‌ಸಿ ನ್ಯಾಯಾಧೀಶರು, ಭಾರತ್ ಸ್ಕೌಟ್ಸ್ ಮತ್ತು ಗೈಡ್ಸ್ ಜಿಲ್ಲಾ ಸಂಸ್ಥೆಯ ಪ್ರತಿನಿಧಿಗಳು ಕಾರ್ಯಕ್ರಮದಲ್ಲಿ ಭಾಗವಹಿಸುವರು ಎಂದು ಜಿಲ್ಲಾ ಕಾನೂನು ಸೇವೆಗಳ ಪ್ರಾಧಿಕಾರದ ಸದಸ್ಯ ಕಾರ್ಯದರ್ಶಿ ಪ್ರಕಟಣೆಯಲ್ಲಿ ತಿಳಿಸಿದ್ದಾರೆ.: [1158, 718, 1509, 934]
poem-line: ನಿನ್ನ ಮಡಿಲಲ್ಲಿ ನನ್ನನ್ನು ನಿದ್ರಿಸಲು: [1278, 1849, 1391, 1862]
poem-line: ತಿಳಿಯಬೇಕೆನ್ನಿಸುತ್ತಿದೆ ನಿಸರ್ಗವೇ ನಿನ್ನ ರಹಸ್ಯ: [1258, 1900, 1411, 1912]
seedling-photo-art: [318, 1663, 856, 1958]
story-authority-col3: 32 ಗುಂಟೆ ಭೂಮಿ ಹೊರಡಿಸುವ ಭೂಮಿಯನ್ನು ನೀಡುವಂತೆ ಸರ್ಕಾರವನ್ನು ಭೂಮಿಯನ್ನು ಉಳಿಸಿದ ಪ್ರಾಮಾಣಿಕ ಅಧಿಕಾರಿ, ಸಾರ್ವಜನಿಕರನ್ನು ಅಭಿನಂದಿಸಿದರು. ಈ ಯೋಜನೆಯು 19,33,000 ಚ.ಸ.ಮೀ. ಕಟ್ಟಡ ಕಾಮಗಾರಿ ಪ್ರವೇಶವಾಗುತ್ತದೆ. ಇಲ್ಲಿ ಬರುವ ಗುಣಮಟ್ಟದ ಕಟ್ಟಡ ಕಾಮಗಾರಿಗೆ 500 ಕೋಟಿ. ರೂ ಅನುದಾನದ ಅಗತ್ಯವಿರುತ್ತದೆ. ಈ ಯೋಜನೆ ಶೀಘ್ರದಲ್ಲಿಯೇ ಆರಂಭವಾಗಿ ಮೂರು ವರ್ಷದೊಳಗಾಗಿ ಪೂರ್ಣಗೊಳಿಸಲು ಎಲ್ಲ ಅಧಿಕಾರಿಗಳು ಶ್ರಮವಹಿಸಬೇಕು ಎಂದು ಸಚಿವ ಎಚ್.ಕೆ.ಪಾಟೀಲ ಅವರು ಹೇಳಿದರು.: [962, 402, 1222, 534]
poem-line: ಕವಿಗಳ ಕಲ್ಪನೆಗೆ ಸೌಂದರ್ಯ ಸಿರಿ ನೀನು: [1266, 2136, 1403, 2149]
story-truck-col3: ಸಭೆಯಲ್ಲಿ ಶಾಸಕರಾದ ಕೆ.ಎಸ್.ಬಸವಂತಪ್ಪ, ನಗರಾಭಿವೃದ್ಧಿ ಪ್ರಾಧಿಕಾರದ ಅಧ್ಯಕ್ಷರಾದ ದಿನೇಶ್ ಕೆ.ಶೆಟ್ಟಿ, ಜಿಲ್ಲಾಧಿಕಾರಿ ಜಿ.ಎಂ.ಗಂಗಾಧರಸ್ವಾಮಿ, ಜಿಲ್ಲಾ ಪೊಲೀಸ್ ಅಧೀಕ್ಷಕರಾದ ಉಮಾ ಪ್ರಶಾಂತ್, ಮಹಾನಗರ ಪಾಲಿಕೆ ಆಯುಕ್ತರು ಹಾಗೂ ಪ್ರಾಧಿಕಾರದ ಆಯುಕ್ತರು ಸೇರಿದಂತೆ ಹಲವು ಅಧಿಕಾರಿಗಳು ಉಪಸ್ಥಿತರಿದ್ದರು.: [735, 1175, 1143, 1223]
poem-line: ಹೇಳುವೆಯಾ ನೀನು ನನ್ನ ರಹಸ್ಯವನ್ನು: [1270, 2052, 1398, 2064]
story-authority-col1: ಗದಗ: ಗದಗ-ಬೆಟಗೇರಿ ವ್ಯಾಪಾರ,ಸಂಸ್ಕೃತಿ ಮತ್ತು ವಸ್ತು ಪ್ರದರ್ಶನ ಪ್ರಾಧಿಕಾರ ಹಾಗೂ ಪ್ರಾಧಿಕಾರದ ಅಭಿವೃದ್ಧಿಯ ಪರಿಕಲ್ಪನೆಯು ಅನಾವರಣವಾಗಿದ್ದು ಒಂದು ಅದ್ಭುತ ಕಾರ್ಯಕ್ರಮವಾಗಿದೆ. ಈ ಯೋಜನೆಯು ಅಭಿವೃದ್ಧಿಗೆ ಪೂರಕವಾದಂತಹ ಯೋಜನೆಯಾಗಿದೆ ಎಂದು ಪೌರಾಡಳಿತ ಹಾಗೂ ಹಜ್ ಸಚಿವರಾದ ರಹೀಂ ಖಾನ ಅವರು ನುಡಿದರು. ನಗರದ ಪಂಡಿತ ಡಾ.ಭೀಮಸೇನ ಜೋಶಿ ರಂಗಮಂದಿರದಲ್ಲಿ ನಗರಾಭಿವೃದ್ಧಿ ಇಲಾಖೆ, ಪೌರಾಡಳಿತ ನಿರ್ದೇಶನಾಲಯ, ಜಿಲ್ಲಾಡಳಿತ ಗದಗ, ಗದಗ-ಬೆಟಗೇರಿ ವ್ಯಾಪಾರ, ಸಂಸ್ಕೃತಿ ಮತ್ತು ವಸ್ತು ಪ್ರದರ್ಶನ ಪ್ರಾಧಿಕಾರದ ವತಿಯಿಂದ ಮಂಗಳವಾರ (ಜೂ.3) ಜರುಗಿದ ಗದಗ-ಬೆಟಗೇರಿ ವ್ಯಾಪಾರ,ಸಂಸ್ಕೃತಿ ಮತ್ತು ವಸ್ತು ಪ್ರದರ್ಶನ ಪ್ರಾಧಿಕಾರದ ಉದ್ಘಾಟನೆ ಹಾಗೂ ಪ್ರಾಧಿಕಾರದ ಅಭಿವೃದ್ಧಿಯ ಪರಿಕಲ್ಪನೆಯ ಅನಾವರಣ ಸಮಾರಂಭವನ್ನು ಉದ್ಘಾಟಿಸಿ ಅವರು ಮಾತನಾಡಿದರು. ಇದೊಂದು ವಿಶಿಷ್ಟ ಯೋಜನೆಯಾಗಿದೆ. ಈ ಯೋಜನೆ ಪೂರ್ಣಗೊಂಡ ನಂತರ ಇಡೀ ಗದಗ-ಬೆಟಗೇರಿ ನಗರದ ಚಿತ್ರಣವೇ ಬದಲಾಗಲಿದೆ. ಗದಗ ಜಿಲ್ಲಾ ಉಸ್ತುವಾರಿ ಸಚಿವ ಎಚ್.ಕೆ.ಪಾಟೀಲ ಅವರ ಪರಿಕಲ್ಪನೆಯು ಬಹಳ ಶ್ಲಾಘನೀಯ ಕಾರ್ಯವಾಗಿದೆ.: [416, 187, 675, 454]
poem-byline: – ಲಕ್ಷ್ಮಿ ಜಿ. ಬಲ್ಲೂರ: [1319, 2355, 1417, 2372]
col-divider-left: [412, 95, 413, 1522]
rule-5: [1158, 1289, 1509, 1290]
story-env-kicker: ಪರಿಸರ ಎನ್ನುವ ದೇವತೆ..: [383, 1537, 634, 1573]
poem-line: ಪರಿಸರ ಉಳಿಸಿ ನಾಡಿ ಉಳಿಸಿ: [1285, 2305, 1384, 2317]
poem-line: ನಮಗಾಗಿ ನಿನಗೆ ನೀಡಿರುವೆ ನೀನು ಬಳಿಕ ಶಾಂತಿ: [1253, 2238, 1416, 2250]
rule-2: [46, 1091, 408, 1092]
poem-line: ನಿನ್ನ ಮಾ ಸಮಯದ ಆಶೀರ್ವಾದ ಅ ನಿನ್ನ ಸೊಗಸು!: [1244, 1866, 1425, 1879]
masthead: [14, 15, 1526, 63]
poem-line: ನಿನ್ನನ್ನು ನಿನ್ನ ರಹಸ್ಯವನ್ನು ಸವಿಯಬೇಕೆನ್ನಿಸಿದೆ ಈ ನನ್ನ: [1243, 2204, 1426, 2216]
poem-line: ವಿಜ್ಞಾನಿಗಳ ತಂತ್ರಜ್ಞಾನಕ್ಕೆ ಸವಾಲಾಗಿರುವ ನೀನು: [1253, 2086, 1416, 2098]
poem-line: ಕಲೆಗಳಿಗೆ ಸಾಕ್ಷಾತ್ ಸಾಯುವ ಉಸಿರು ನೀನು: [1258, 2153, 1411, 2166]
masthead-rule: [14, 66, 1526, 68]
rule-1: [46, 824, 408, 825]
poem-line: ನಿನ್ನನ್ನು ಎಲ್ಲ ರೀತಿಯಿಂದ ಹೇಳಲೇಬೇಕು: [1265, 2254, 1404, 2267]
story-observers-kicker: ದ್ವಿತೀಯ ಪಿ.ಯು.ಸಿ. ಪರೀಕ್ಷೆ – 3: [46, 828, 217, 847]
rule-4: [1158, 710, 1509, 712]
poem-line: ಸಹಜ ಸುಂದರಿ ಸಿರಿ ಸೊಬಗ ನೀನು: [1274, 2001, 1395, 2014]
poem-line: ಋಷಿ ಮುನಿಗಳಿಗೆ ಜ್ಞಾನಭಂಡಾರ ಆದ ನೀನು: [1257, 2119, 1412, 2132]
poem-line: ನಿನ್ನ ಸೌಮನ ಮನೋಹರವಾದ: [1281, 1816, 1388, 1828]
rule-7: [32, 1531, 1146, 1533]
poem-line: "ನನಗೆ ನಾನೇ ಪ್ರಶ್ನಿಸಿಕೊಂಡೆ: [1285, 1934, 1384, 1946]
story-env-right: ಎಂಬು ಹೆಗ್ಗಳಿಕೆ ಪಾತ್ರರಾದರು. ಅವರಿಗೆ ಈಗ 113 ವರ್ಷಗಳು. ಪ್ರತಿಫಲ ಮಾತ್ರ ಅಪೇಕ್ಷಿಸದೇ ಮರಗಳನ್ನು ಬೆಳೆಸಿದ ಸಾಲುಮರದ ತಿಮ್ಮಕ್ಕ ಅವರು ನಮಗೆಲ್ಲ ಆದರ್ಶ. ರಸ್ತೆ ಬದಿಯಲ್ಲಿ 8000 ಕ್ಕೂ ಹೆಚ್ಚು ಮರಗಳನ್ನು ನೆಟ್ಟು ಪೋಷಿಸಿದ ಅವರ ಕಾರ್ಯ ಎಲ್ಲರಿಗೂ ಮಾದರಿ. ನಾವು ಕೂಡ ಅವರಂತೆ ಪರಿಸರಕ್ಕಾಗಿ ನಮ್ಮ ಕೈಲಾದಷ್ಟು ಸೇವೆ ಸಲ್ಲಿಸಬೇಕು. ನಮ್ಮ ಹುಟ್ಟುಹಬ್ಬದ ದಿನದಂದು ಒಂದು ಗಿಡ ನೆಡುವ ಸಂಕಲ್ಪ ಮಾಡೋಣ. ಮರಗಳು ನಮಗೆ ಆಮ್ಲಜನಕ, ನೆರಳು, ಹಣ್ಣು, ಔಷಧಿ ಎಲ್ಲವನ್ನೂ ನೀಡುತ್ತವೆ. ಅವುಗಳನ್ನು ಉಳಿಸಿ ಬೆಳೆಸುವುದು ನಮ್ಮ ಧರ್ಮ. "ಪರಿಸರ ಸಂರಕ್ಷಣೆ ನಮ್ಮ ಹೊಣೆ" ಎಂಬ ಘೋಷವಾಕ್ಯದೊಂದಿಗೆ ಮುನ್ನಡೆಯೋಣ.: [865, 1665, 1135, 1813]
poem-line: ನಿನ್ನ ರಹಸ್ಯದ ನನ್ನೆಲ್ಲ ಹುಡುಕುವ ನಾನು: [1266, 1883, 1403, 1895]
story-env-left: ಪ್ರತಿ ವರ್ಷವೂ ಜೂನ್ 5 ರಂದು "ವಿಶ್ವ ಪರಿಸರ ದಿನಾಚರಣೆಯನ್ನು" ನಾವು ಆಚರಿಸುತ್ತಾ ಬಂದಿದ್ದೇವೆ. ಪರಿಸರ ಎಂದರೆ ನಮ್ಮ ಸುತ್ತಮುತ್ತಲು ಇರುವ ಎಲ್ಲಾ ಸುಂದರವಾದ ವಾತಾವರಣ ಅಂದರೆ ಬೆಟ್ಟ, ಗುಡ್ಡ, ಗಿಡ, ಮರ, ನದಿ, ಹಳ್ಳ, ಕೆರೆ, ಪ್ರಾಣಿಗಳನ್ನೆಲ್ಲ ನಾವು ಪರಿಸರ ಎಂದು ಕರೆಯುತ್ತೇವೆ. ಆದರೆ ನಮಗೆ ಈಗ ಅದರ ಅರಿವೇ ಇಲ್ಲದಂತಾಗಿದೆ. ನಾವು ಗಿಡ ಮರಗಳನ್ನು ಕಡಿದು ದೊಡ್ಡ ದೊಡ್ಡ ಕಟ್ಟಡಗಳನ್ನು ಕಟ್ಟುತ್ತಿದ್ದೇವೆ. ಇದರಿಂದ ನಮ್ಮ ಸುತ್ತಮುತ್ತಲಿನ ವಾತಾವರಣ ಕಲುಷಿತವಾಗುತ್ತಿದೆ. ಇದರಿಂದ ಪರಿಸರ ಬೇಕಾದಂತೆ ಮಳೆ ಬರುತ್ತಿಲ್ಲ. ನಮಗೆ ಶುದ್ಧ ಗಾಳಿ ಸಿಗುತ್ತಿಲ್ಲ. ನಾವು ನಮ್ಮ ಮುಂದಿನ ಪೀಳಿಗೆಗೆ ಉತ್ತಮವಾದ ಪರಿಸರವನ್ನು ಬಿಟ್ಟು ಹೋಗಬೇಕಾಗಿದೆ. ನಮ್ಮ ಹಿರಿಯರು ಎಷ್ಟೋ ಮರಗಳನ್ನು ಬೆಳೆಸಿದ್ದರು. ಅದರ ಫಲವನ್ನು ನಾವು ಇಂದು ಅನುಭವಿಸುತ್ತಿದ್ದೇವೆ. ಹಾಗೆಯೇ ನಾವು ಕೂಡ ನಮ್ಮ ಮುಂದಿನ ಪೀಳಿಗೆಗೆ ಮರಗಳನ್ನು ಬೆಳೆಸಬೇಕು. ಪ್ರತಿ ಮನೆಯಲ್ಲೂ ಒಂದು ಗಿಡವನ್ನು ನೆಟ್ಟು ಪೋಷಿಸಬೇಕು. ಪ್ಲಾಸ್ಟಿಕ್ ಬಳಕೆಯನ್ನು ಕಡಿಮೆ ಮಾಡಬೇಕು. ನೀರನ್ನು ಮಿತವಾಗಿ ಬಳಸಬೇಕು. ನಮ್ಮ ಶಾಲೆಗಳಲ್ಲಿ ಮಕ್ಕಳಿಗೆ ಪರಿಸರದ ಮಹತ್ವದ ಬಗ್ಗೆ ತಿಳಿಸಿಕೊಡಬೇಕು. ಪರಿಸರವನ್ನು ಸಂರಕ್ಷಿಸುವುದು ನಮ್ಮೆಲ್ಲರ ಕರ್ತವ್ಯವಾಗಿದೆ.: [46, 1665, 307, 1948]
col-divider-right: [1150, 675, 1151, 1511]
